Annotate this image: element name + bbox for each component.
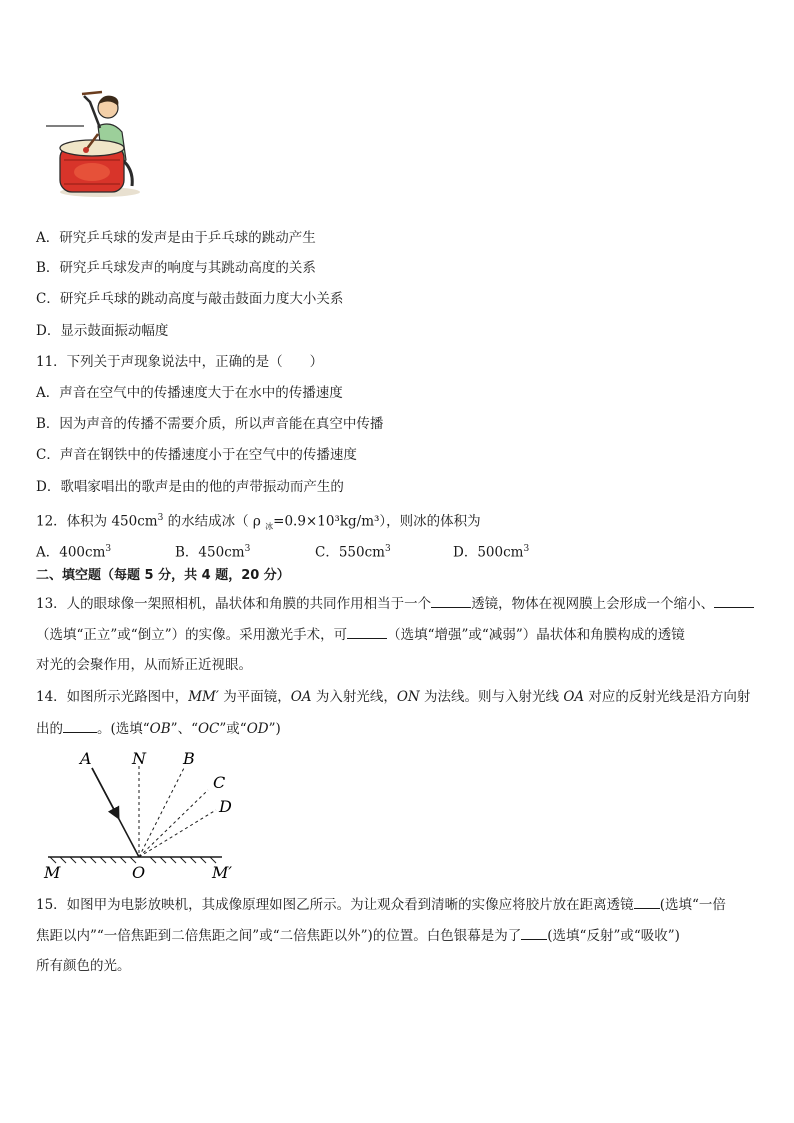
q12-option-b: B．$450cm^3$: [175, 544, 251, 561]
q14-line-1: 14．如图所示光路图中，MM′ 为平面镜，OA 为入射光线，ON 为法线。则与入射光线 OA 对应的反射光线是沿方向射: [36, 689, 751, 705]
label-o: O: [132, 863, 146, 882]
label-a: A: [80, 749, 92, 768]
q12-option-d: D．$500cm^3$: [453, 544, 530, 561]
q12-option-c: C．$550cm^3$: [315, 544, 391, 561]
q11-option-b: B．因为声音的传播不需要介质，所以声音能在真空中传播: [36, 416, 384, 432]
q13-blank-3[interactable]: [347, 625, 387, 639]
q14-blank[interactable]: [63, 719, 97, 733]
q15-blank-1[interactable]: [634, 895, 660, 909]
label-m-prime: M′: [212, 863, 233, 882]
label-b: B: [183, 749, 195, 768]
q11-option-c: C．声音在钢铁中的传播速度小于在空气中的传播速度: [36, 447, 357, 463]
q10-option-b: B．研究乒乓球发声的响度与其跳动高度的关系: [36, 260, 316, 276]
q15-line-3: 所有颜色的光。: [36, 958, 131, 974]
q14-line-2: 出的 。(选填“OB”、“OC”或“OD”): [36, 721, 281, 737]
ray-oc: [139, 790, 208, 857]
q13-blank-1[interactable]: [431, 594, 471, 608]
q10-option-c: C．研究乒乓球的跳动高度与敲击鼓面力度大小关系: [36, 291, 344, 307]
q11-stem: 11．下列关于声现象说法中，正确的是（ ）: [36, 354, 324, 370]
label-m: M: [44, 863, 61, 882]
section-heading: 二、填空题（每题 5 分，共 4 题，20 分）: [36, 568, 290, 583]
q12-option-a: A．$400cm^3$: [36, 544, 112, 561]
q11-option-d: D．歌唱家唱出的歌声是由的他的声带振动而产生的: [36, 479, 344, 495]
label-c: C: [213, 773, 226, 792]
q11-option-a: A．声音在空气中的传播速度大于在水中的传播速度: [36, 385, 343, 401]
q13-line-2: （选填“正立”或“倒立”）的实像。采用激光手术，可 （选填“增强”或“减弱”）晶状体和角膜构成的透镜: [36, 627, 685, 643]
drum-player-illustration: [40, 88, 144, 200]
q15-line-1: 15．如图甲为电影放映机，其成像原理如图乙所示。为让观众看到清晰的实像应将胶片放在距离透镜 (选填“一倍: [36, 897, 726, 913]
q13-line-3: 对光的会聚作用，从而矫正近视眼。: [36, 657, 252, 673]
q13-blank-2[interactable]: [714, 594, 754, 608]
q12-stem: 12．体积为 $450cm^3$ 的水结成冰（ ρ $_冰$=0.9×10³kg/m³），则冰的体积为: [36, 513, 481, 532]
label-n: N: [132, 749, 146, 768]
label-d: D: [219, 797, 232, 816]
incident-ray-arrow: [92, 768, 118, 817]
light-path-diagram: [36, 744, 256, 884]
q15-blank-2[interactable]: [521, 926, 547, 940]
q15-line-2: 焦距以内”“一倍焦距到二倍焦距之间”或“二倍焦距以外”)的位置。白色银幕是为了 (选填“反射”或“吸收”): [36, 928, 680, 944]
q10-option-a: A．研究乒乓球的发声是由于乒乓球的跳动产生: [36, 230, 316, 246]
q13-line-1: 13．人的眼球像一架照相机，晶状体和角膜的共同作用相当于一个 透镜，物体在视网膜上会形成一个缩小、: [36, 594, 754, 613]
q10-option-d: D．显示鼓面振动幅度: [36, 323, 169, 339]
